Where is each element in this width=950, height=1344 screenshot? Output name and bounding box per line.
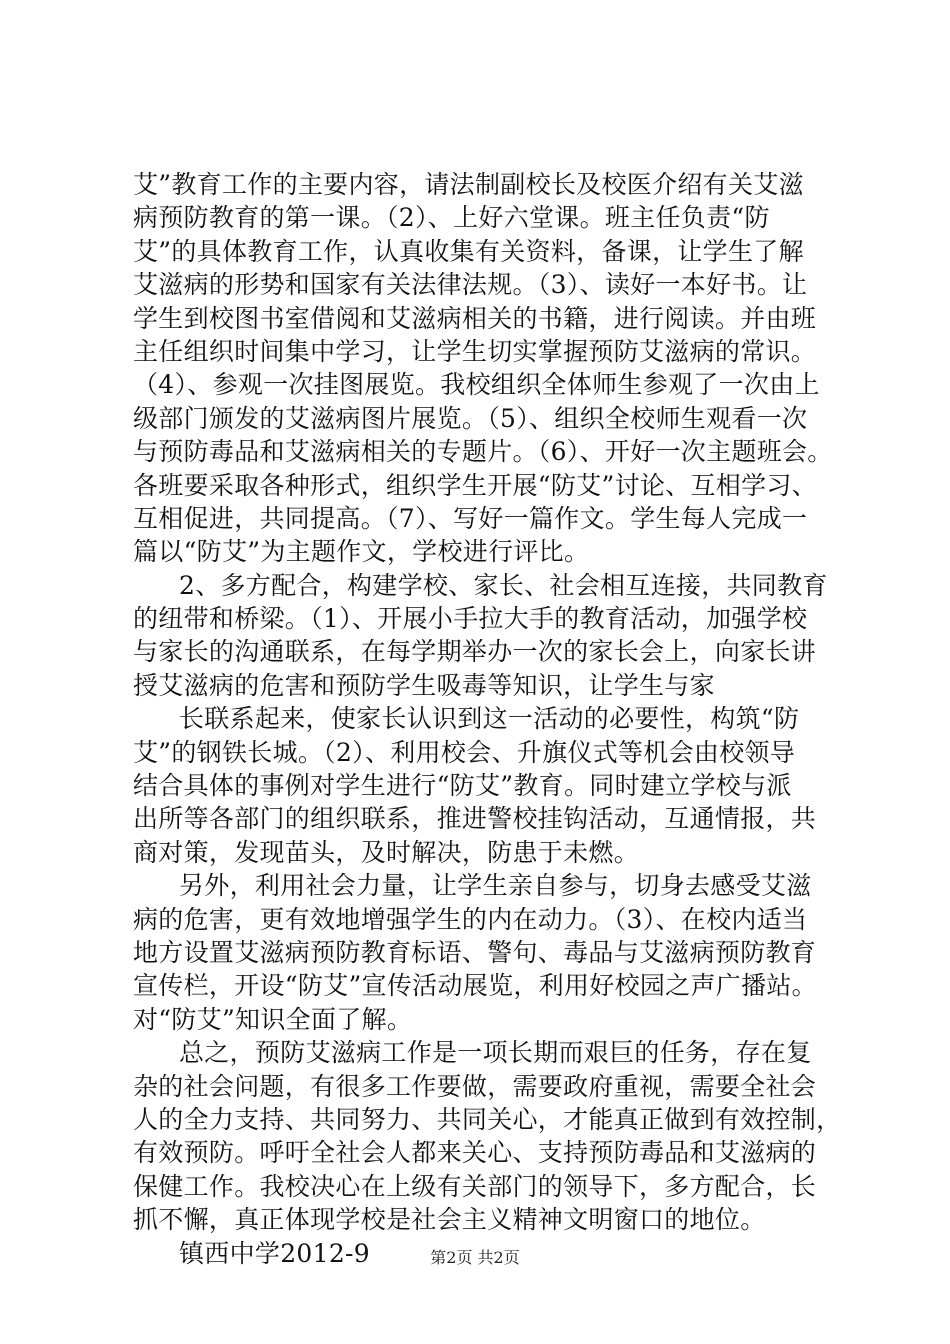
paragraph-start-line: 另外，利用社会力量，让学生亲自参与，切身去感受艾滋 bbox=[179, 871, 812, 901]
text-line: 对“防艾”知识全面了解。 bbox=[133, 1004, 413, 1034]
text-line: 商对策，发现苗头，及时解决，防患于未燃。 bbox=[133, 837, 640, 867]
text-line: 主任组织时间集中学习，让学生切实掌握预防艾滋病的常识。 bbox=[133, 336, 817, 366]
text-line: 与预防毒品和艾滋病相关的专题片。（6）、开好一次主题班会。 bbox=[133, 437, 833, 467]
text-line: 互相促进，共同提高。（7）、写好一篇作文。学生每人完成一 bbox=[133, 503, 808, 533]
document-body bbox=[133, 168, 842, 1270]
text-line: 有效预防。呼吁全社会人都来关心、支持预防毒品和艾滋病的 bbox=[133, 1138, 817, 1168]
text-line: 艾滋病的形势和国家有关法律法规。（3）、读好一本好书。让 bbox=[133, 270, 808, 300]
paragraph-start-line: 长联系起来，使家长认识到这一活动的必要性，构筑“防 bbox=[179, 704, 800, 734]
text-line: 的纽带和桥梁。（1）、开展小手拉大手的教育活动，加强学校 bbox=[133, 604, 808, 634]
text-line: 抓不懈，真正体现学校是社会主义精神文明窗口的地位。 bbox=[133, 1205, 766, 1235]
text-line: 艾”的具体教育工作，认真收集有关资料，备课，让学生了解 bbox=[133, 236, 804, 266]
text-line: 艾”的钢铁长城。（2）、利用校会、升旗仪式等机会由校领导 bbox=[133, 737, 796, 767]
text-line: 艾”教育工作的主要内容，请法制副校长及校医介绍有关艾滋 bbox=[133, 170, 804, 199]
text-line: 病的危害，更有效地增强学生的内在动力。（3）、在校内适当 bbox=[133, 904, 808, 934]
paragraph-start-line: 2、多方配合，构建学校、家长、社会相互连接，共同教育 bbox=[179, 570, 828, 600]
text-line: 病预防教育的第一课。（2）、上好六堂课。班主任负责“防 bbox=[133, 203, 770, 233]
text-line: （4）、参观一次挂图展览。我校组织全体师生参观了一次由上 bbox=[133, 370, 820, 400]
text-line: 学生到校图书室借阅和艾滋病相关的书籍，进行阅读。并由班 bbox=[133, 303, 817, 333]
text-line: 人的全力支持、共同努力、共同关心，才能真正做到有效控制， bbox=[133, 1104, 842, 1134]
text-line: 结合具体的事例对学生进行“防艾”教育。同时建立学校与派 bbox=[133, 771, 792, 801]
text-line: 与家长的沟通联系，在每学期举办一次的家长会上，向家长讲 bbox=[133, 637, 817, 667]
text-line: 宣传栏，开设“防艾”宣传活动展览，利用好校园之声广播站。 bbox=[133, 971, 817, 1001]
text-line: 地方设置艾滋病预防教育标语、警句、毒品与艾滋病预防教育 bbox=[133, 937, 817, 967]
text-line: 授艾滋病的危害和预防学生吸毒等知识，让学生与家 bbox=[133, 670, 715, 700]
text-line: 保健工作。我校决心在上级有关部门的领导下，多方配合，长 bbox=[133, 1171, 817, 1201]
text-line: 级部门颁发的艾滋病图片展览。（5）、组织全校师生观看一次 bbox=[133, 403, 808, 433]
paragraph-start-line: 总之，预防艾滋病工作是一项长期而艰巨的任务，存在复 bbox=[179, 1038, 812, 1068]
text-line: 各班要采取各种形式，组织学生开展“防艾”讨论、互相学习、 bbox=[133, 470, 817, 500]
signature-line: 镇西中学2012-9 bbox=[179, 1238, 370, 1268]
text-line: 杂的社会问题，有很多工作要做，需要政府重视，需要全社会 bbox=[133, 1071, 817, 1101]
text-line: 出所等各部门的组织联系，推进警校挂钩活动，互通情报，共 bbox=[133, 804, 817, 834]
text-line: 篇以“防艾”为主题作文，学校进行评比。 bbox=[133, 537, 590, 567]
page-number-footer: 第2页 共2页 bbox=[430, 1248, 520, 1267]
